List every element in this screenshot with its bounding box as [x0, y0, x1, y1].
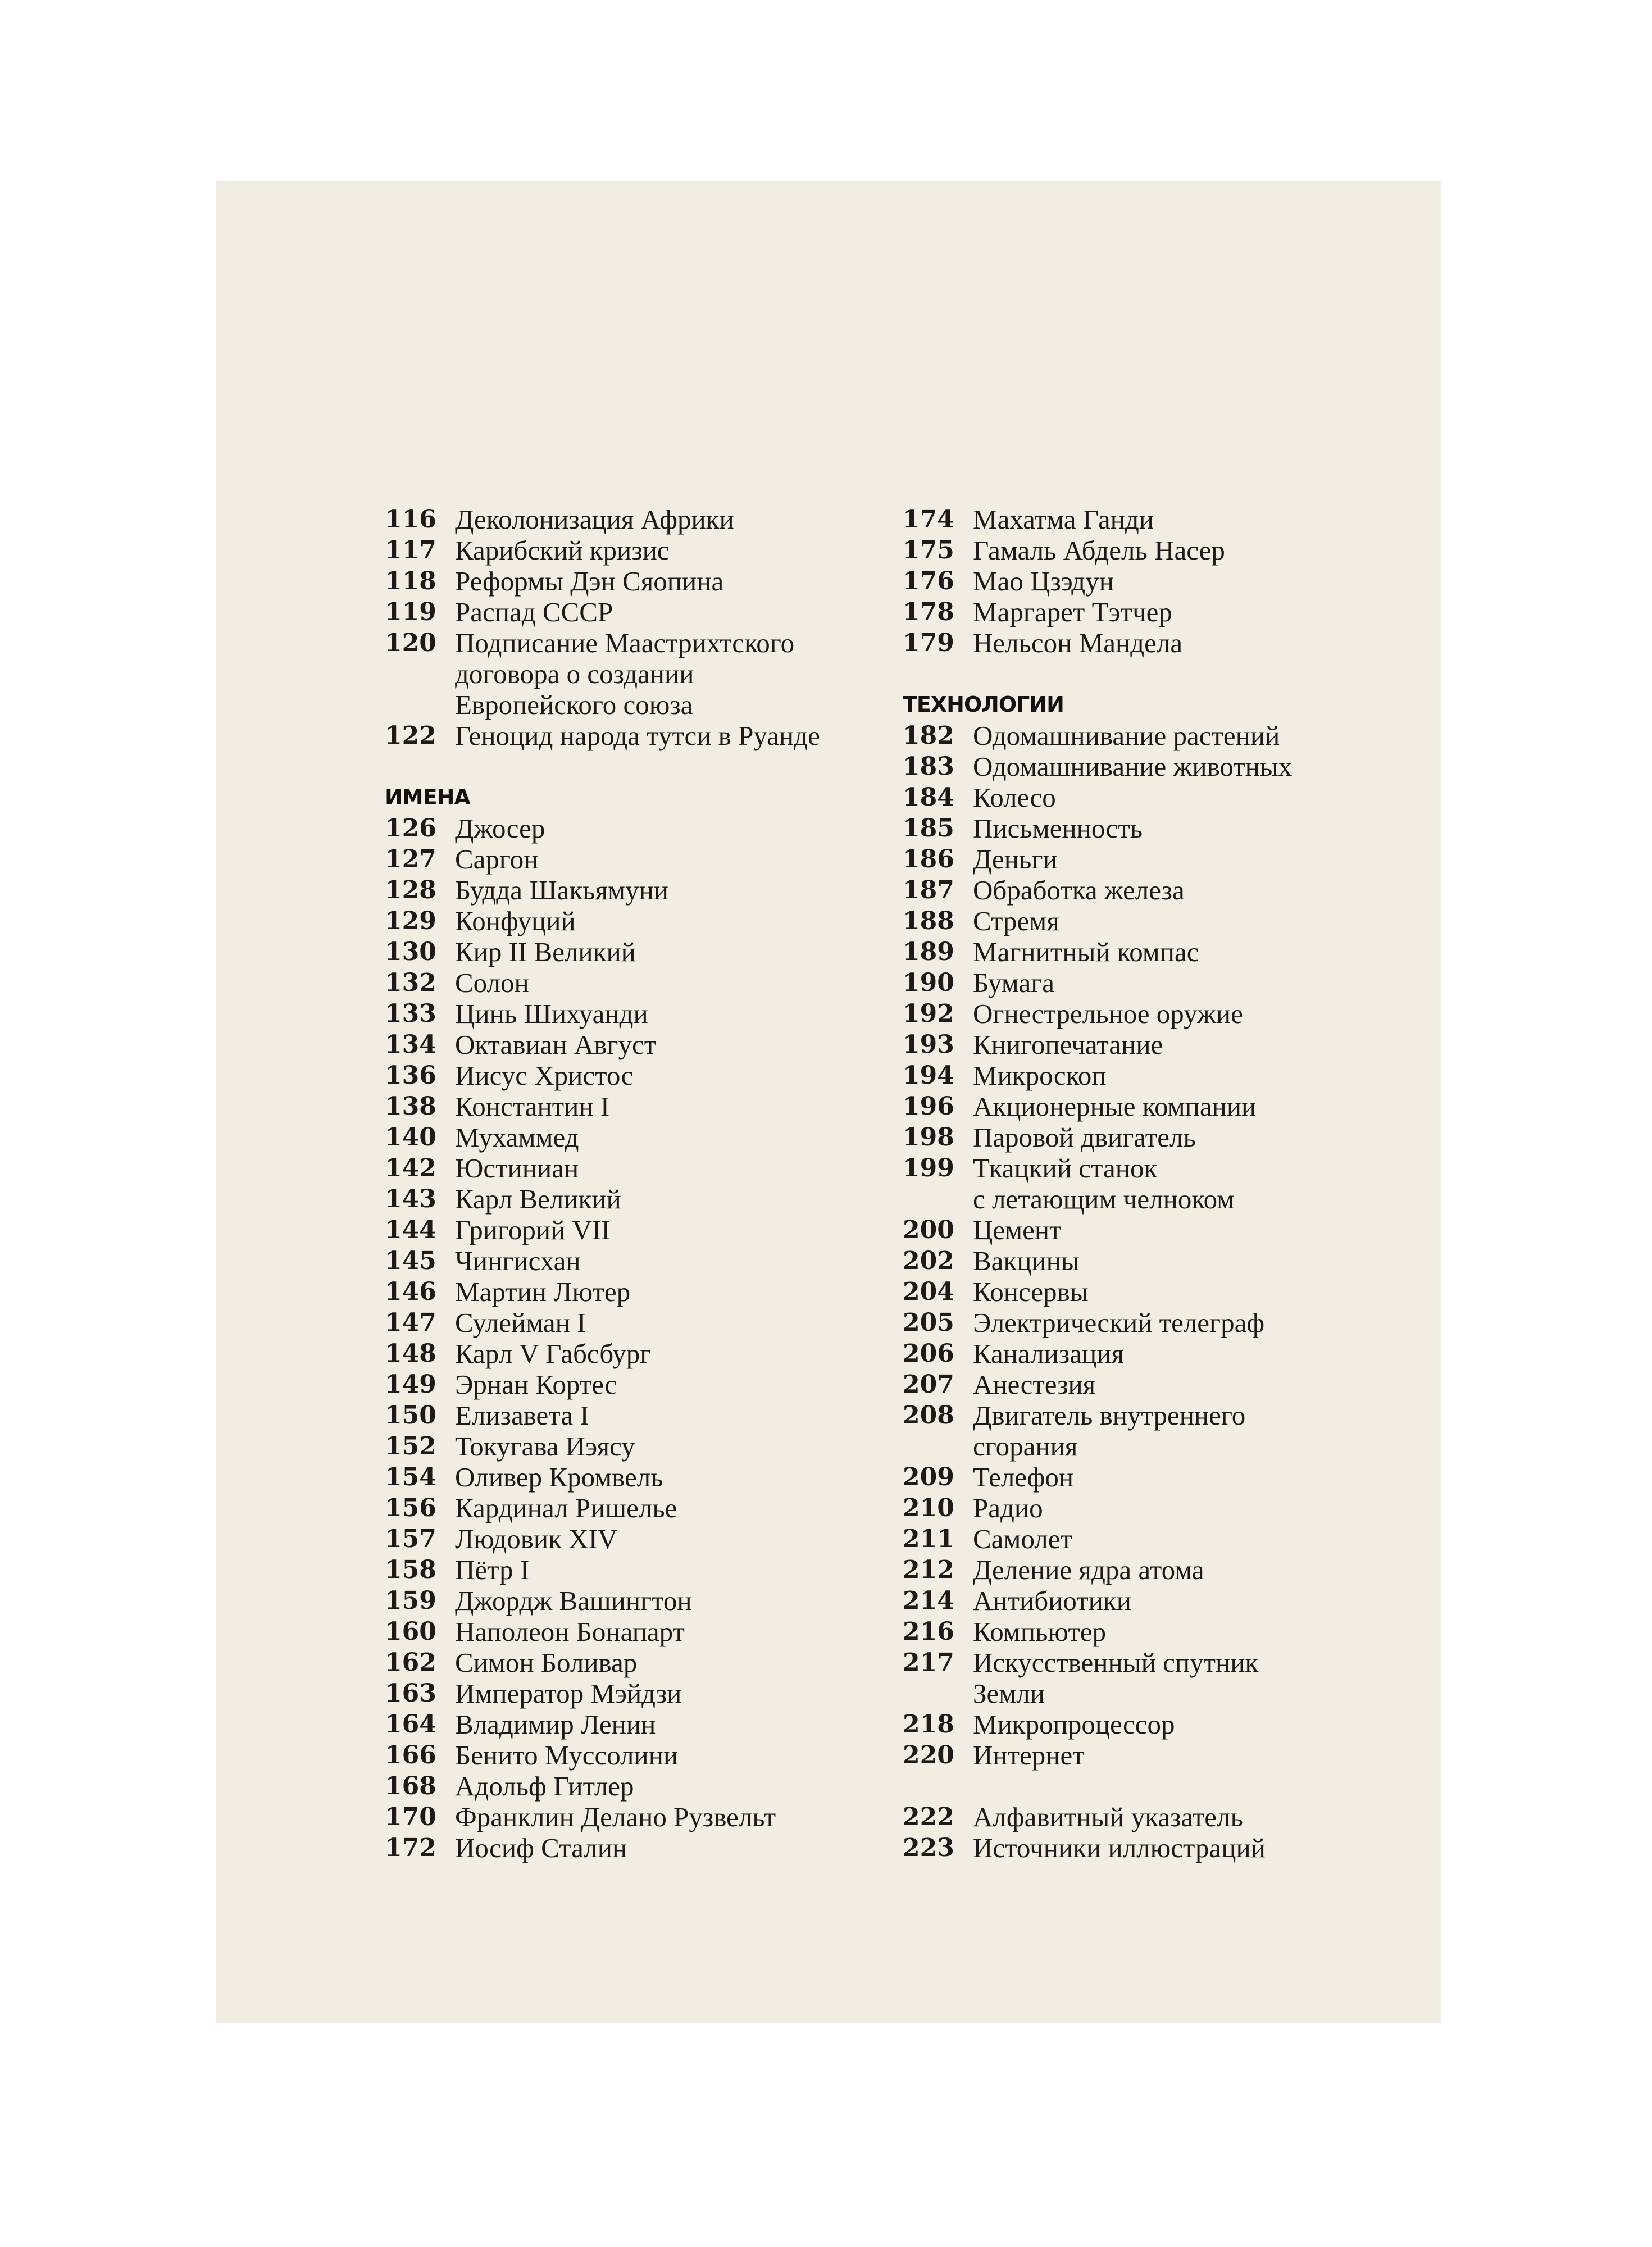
- toc-entry-title: Бумага: [973, 967, 1055, 998]
- toc-entry-title: Оливер Кромвель: [455, 1462, 663, 1493]
- toc-page-number: 144: [385, 1216, 436, 1244]
- toc-entry-title: Саргон: [455, 844, 539, 875]
- toc-entry: [903, 1029, 1408, 1060]
- toc-entry-title: Одомашнивание растений: [973, 720, 1280, 751]
- toc-page-number: 147: [385, 1308, 436, 1337]
- toc-page-number: 158: [385, 1555, 436, 1584]
- toc-entry: [903, 844, 1408, 875]
- toc-page-number: 156: [385, 1494, 436, 1522]
- toc-entry: [903, 1091, 1408, 1122]
- toc-entry: [385, 1338, 890, 1369]
- toc-entry: [903, 1647, 1408, 1709]
- toc-entry-title: Письменность: [973, 813, 1143, 844]
- toc-entry-title: Конфуций: [455, 906, 576, 936]
- toc-entry: [385, 1245, 890, 1276]
- toc-page-number: 204: [903, 1277, 954, 1306]
- toc-entry-title: Юстиниан: [455, 1153, 579, 1184]
- toc-entry: [903, 1215, 1408, 1245]
- toc-entry: [385, 1678, 890, 1709]
- toc-entry: [385, 1029, 890, 1060]
- toc-entry-title: Распад СССР: [455, 597, 613, 627]
- toc-entry-title: Константин I: [455, 1091, 610, 1122]
- toc-entry: [385, 813, 890, 844]
- toc-page-number: 198: [903, 1123, 954, 1152]
- toc-entry-title: Паровой двигатель: [973, 1122, 1196, 1153]
- toc-entry: [385, 1091, 890, 1122]
- toc-page-number: 172: [385, 1834, 436, 1862]
- toc-page-number: 127: [385, 845, 436, 874]
- toc-page-number: 202: [903, 1247, 954, 1275]
- toc-entry-title: Анестезия: [973, 1369, 1096, 1400]
- toc-entry-title: Канализация: [973, 1338, 1124, 1369]
- toc-entry-title: Самолет: [973, 1523, 1072, 1554]
- toc-page-number: 160: [385, 1617, 436, 1646]
- toc-entry-title: Будда Шакьямуни: [455, 875, 669, 906]
- toc-entry-title: Франклин Делано Рузвельт: [455, 1802, 776, 1832]
- toc-entry: [385, 1740, 890, 1771]
- toc-entry-title: Гамаль Абдель Насер: [973, 535, 1225, 566]
- toc-entry-title: Джордж Вашингтон: [455, 1585, 692, 1616]
- toc-entry-title: Книгопечатание: [973, 1029, 1163, 1060]
- toc-entry-title: Сулейман I: [455, 1307, 586, 1338]
- toc-page-number: 126: [385, 814, 436, 843]
- toc-entry: [903, 1307, 1408, 1338]
- toc-page-number: 162: [385, 1648, 436, 1677]
- toc-entry-title: Джосер: [455, 813, 545, 844]
- toc-page-number: 157: [385, 1525, 436, 1553]
- toc-entry: [903, 1832, 1408, 1863]
- toc-entry: [903, 1338, 1408, 1369]
- toc-page-number: 119: [385, 598, 436, 626]
- toc-page-number: 178: [903, 598, 954, 626]
- toc-page-number: 199: [903, 1154, 954, 1182]
- toc-page-number: 189: [903, 938, 954, 966]
- toc-entry: [903, 597, 1408, 627]
- toc-entry: [385, 1462, 890, 1493]
- toc-entry-title: Ткацкий станок с летающим челноком: [973, 1153, 1235, 1215]
- toc-entry: [385, 936, 890, 967]
- toc-entry: [903, 1369, 1408, 1400]
- toc-page-number: 184: [903, 783, 954, 812]
- toc-page-number: 205: [903, 1308, 954, 1337]
- toc-page-number: 182: [903, 721, 954, 750]
- toc-entry: [385, 1832, 890, 1863]
- toc-page-number: 200: [903, 1216, 954, 1244]
- toc-entry-title: Колесо: [973, 782, 1056, 813]
- toc-left-column: [385, 504, 890, 1863]
- toc-page-number: 174: [903, 505, 954, 534]
- toc-entry: [903, 1616, 1408, 1647]
- toc-entry: [385, 566, 890, 597]
- toc-entry-title: Цинь Шихуанди: [455, 998, 648, 1029]
- toc-entry-title: Эрнан Кортес: [455, 1369, 617, 1400]
- toc-entry-title: Иосиф Сталин: [455, 1832, 627, 1863]
- toc-entry-title: Компьютер: [973, 1616, 1107, 1647]
- toc-page-number: 143: [385, 1185, 436, 1213]
- toc-page-number: 116: [385, 505, 436, 534]
- toc-page-number: 176: [903, 567, 954, 595]
- toc-entry: [385, 1122, 890, 1153]
- toc-page-number: 136: [385, 1061, 436, 1090]
- toc-entry: [385, 1400, 890, 1431]
- toc-entry: [385, 1647, 890, 1678]
- toc-entry: [385, 627, 890, 720]
- toc-entry-title: Искусственный спутник Земли: [973, 1647, 1259, 1709]
- toc-entry: [903, 751, 1408, 782]
- toc-page-number: 192: [903, 999, 954, 1028]
- toc-entry-title: Кир II Великий: [455, 936, 636, 967]
- toc-entry-title: Маргарет Тэтчер: [973, 597, 1172, 627]
- toc-page-number: 188: [903, 907, 954, 935]
- toc-entry-title: Симон Боливар: [455, 1647, 638, 1678]
- toc-names-continued-list: [903, 504, 1408, 658]
- contents-panel: [216, 181, 1441, 2023]
- toc-entry: [903, 1122, 1408, 1153]
- toc-page-number: 196: [903, 1092, 954, 1121]
- toc-continued-list: [385, 504, 890, 751]
- toc-entry: [385, 1771, 890, 1802]
- toc-page-number: 166: [385, 1741, 436, 1770]
- toc-entry-title: Октавиан Август: [455, 1029, 657, 1060]
- toc-entry-title: Вакцины: [973, 1245, 1080, 1276]
- toc-page-number: 140: [385, 1123, 436, 1152]
- toc-entry: [903, 1554, 1408, 1585]
- toc-entry: [903, 1245, 1408, 1276]
- toc-page-number: 130: [385, 938, 436, 966]
- toc-entry-title: Реформы Дэн Сяопина: [455, 566, 724, 597]
- toc-page-number: 128: [385, 876, 436, 904]
- toc-page-number: 117: [385, 536, 436, 565]
- toc-entry: [385, 1060, 890, 1091]
- toc-entry: [903, 967, 1408, 998]
- toc-page-number: 193: [903, 1030, 954, 1059]
- toc-entry: [385, 1493, 890, 1523]
- toc-entry: [385, 1554, 890, 1585]
- toc-page-number: 149: [385, 1370, 436, 1399]
- toc-entry-title: Деколонизация Африки: [455, 504, 734, 535]
- toc-entry-title: Бенито Муссолини: [455, 1740, 679, 1771]
- toc-page-number: 223: [903, 1834, 954, 1862]
- toc-entry-title: Иисус Христос: [455, 1060, 634, 1091]
- toc-entry-title: Нельсон Мандела: [973, 627, 1183, 658]
- toc-entry: [903, 936, 1408, 967]
- toc-entry: [385, 1153, 890, 1184]
- section-heading-names: ИМЕНА: [385, 785, 470, 809]
- toc-entry: [385, 535, 890, 566]
- toc-entry-title: Кардинал Ришелье: [455, 1493, 677, 1523]
- toc-entry: [385, 1276, 890, 1307]
- toc-entry-title: Антибиотики: [973, 1585, 1131, 1616]
- toc-entry-title: Магнитный компас: [973, 936, 1199, 967]
- toc-entry: [903, 1060, 1408, 1091]
- toc-entry-title: Интернет: [973, 1740, 1085, 1771]
- toc-page-number: 129: [385, 907, 436, 935]
- toc-entry-title: Махатма Ганди: [973, 504, 1154, 535]
- toc-page-number: 179: [903, 629, 954, 657]
- toc-entry-title: Владимир Ленин: [455, 1709, 656, 1740]
- toc-entry-title: Радио: [973, 1493, 1043, 1523]
- toc-entry-title: Мао Цзэдун: [973, 566, 1114, 597]
- toc-entry-title: Токугава Иэясу: [455, 1431, 635, 1462]
- toc-entry: [903, 1276, 1408, 1307]
- toc-entry: [385, 998, 890, 1029]
- toc-entry: [903, 1153, 1408, 1215]
- toc-entry: [903, 1462, 1408, 1493]
- toc-entry: [385, 1802, 890, 1832]
- toc-entry: [385, 1585, 890, 1616]
- toc-entry-title: Обработка железа: [973, 875, 1185, 906]
- toc-page-number: 216: [903, 1617, 954, 1646]
- toc-entry: [903, 998, 1408, 1029]
- toc-entry: [385, 1431, 890, 1462]
- toc-entry: [385, 875, 890, 906]
- toc-entry: [903, 1709, 1408, 1740]
- section-heading-technologies: ТЕХНОЛОГИИ: [903, 692, 1064, 717]
- toc-entry: [903, 906, 1408, 936]
- toc-entry-title: Пётр I: [455, 1554, 530, 1585]
- toc-page-number: 159: [385, 1586, 436, 1615]
- toc-entry-title: Двигатель внутреннего сгорания: [973, 1400, 1246, 1462]
- toc-page-number: 210: [903, 1494, 954, 1522]
- toc-page-number: 175: [903, 536, 954, 565]
- toc-back-matter-list: [903, 1802, 1408, 1863]
- toc-names-list: [385, 813, 890, 1863]
- toc-entry: [903, 1400, 1408, 1462]
- toc-page-number: 214: [903, 1586, 954, 1615]
- toc-entry-title: Источники иллюстраций: [973, 1832, 1266, 1863]
- toc-page-number: 222: [903, 1803, 954, 1831]
- toc-entry: [385, 844, 890, 875]
- toc-entry-title: Император Мэйдзи: [455, 1678, 682, 1709]
- toc-entry-title: Карл V Габсбург: [455, 1338, 652, 1369]
- toc-entry-title: Карл Великий: [455, 1184, 621, 1215]
- toc-page-number: 134: [385, 1030, 436, 1059]
- toc-entry: [385, 1709, 890, 1740]
- toc-page-number: 120: [385, 629, 436, 657]
- toc-entry-title: Акционерные компании: [973, 1091, 1257, 1122]
- toc-entry-title: Деление ядра атома: [973, 1554, 1204, 1585]
- toc-page-number: 145: [385, 1247, 436, 1275]
- toc-entry: [903, 875, 1408, 906]
- toc-entry: [903, 1585, 1408, 1616]
- toc-technologies-list: [903, 720, 1408, 1771]
- toc-page-number: 133: [385, 999, 436, 1028]
- toc-entry: [903, 1523, 1408, 1554]
- toc-entry: [385, 1523, 890, 1554]
- toc-entry: [903, 813, 1408, 844]
- toc-entry-title: Консервы: [973, 1276, 1089, 1307]
- toc-page-number: 212: [903, 1555, 954, 1584]
- toc-page-number: 209: [903, 1463, 954, 1491]
- toc-entry: [903, 782, 1408, 813]
- toc-page-number: 190: [903, 968, 954, 997]
- toc-page-number: 150: [385, 1401, 436, 1430]
- toc-page-number: 138: [385, 1092, 436, 1121]
- toc-entry-title: Телефон: [973, 1462, 1074, 1493]
- toc-page-number: 122: [385, 721, 436, 750]
- toc-page-number: 118: [385, 567, 436, 595]
- toc-entry-title: Микроскоп: [973, 1060, 1107, 1091]
- toc-page-number: 185: [903, 814, 954, 843]
- toc-entry: [385, 597, 890, 627]
- toc-entry: [903, 720, 1408, 751]
- toc-page-number: 132: [385, 968, 436, 997]
- toc-entry: [903, 535, 1408, 566]
- toc-entry-title: Солон: [455, 967, 529, 998]
- toc-page-number: 194: [903, 1061, 954, 1090]
- toc-page-number: 163: [385, 1679, 436, 1708]
- toc-page-number: 218: [903, 1710, 954, 1739]
- toc-page-number: 220: [903, 1741, 954, 1770]
- toc-page-number: 208: [903, 1401, 954, 1430]
- toc-page-number: 154: [385, 1463, 436, 1491]
- toc-page-number: 146: [385, 1277, 436, 1306]
- toc-page-number: 164: [385, 1710, 436, 1739]
- toc-page-number: 207: [903, 1370, 954, 1399]
- section-gap: [903, 1771, 1408, 1802]
- section-gap: [903, 658, 1408, 689]
- toc-entry: [385, 1184, 890, 1215]
- toc-page-number: 211: [903, 1525, 954, 1553]
- toc-page-number: 152: [385, 1432, 436, 1461]
- toc-page-number: 187: [903, 876, 954, 904]
- toc-entry-title: Геноцид народа тутси в Руанде: [455, 720, 820, 751]
- toc-entry: [385, 1307, 890, 1338]
- toc-entry: [903, 504, 1408, 535]
- toc-entry-title: Огнестрельное оружие: [973, 998, 1243, 1029]
- toc-entry: [385, 504, 890, 535]
- toc-entry: [385, 1616, 890, 1647]
- toc-entry-title: Людовик XIV: [455, 1523, 618, 1554]
- toc-entry: [903, 1802, 1408, 1832]
- toc-entry-title: Чингисхан: [455, 1245, 581, 1276]
- toc-entry-title: Григорий VII: [455, 1215, 611, 1245]
- toc-entry-title: Наполеон Бонапарт: [455, 1616, 685, 1647]
- toc-entry-title: Алфавитный указатель: [973, 1802, 1243, 1832]
- toc-page-number: 142: [385, 1154, 436, 1182]
- toc-entry: [385, 967, 890, 998]
- toc-entry: [385, 906, 890, 936]
- toc-entry: [903, 566, 1408, 597]
- toc-entry-title: Цемент: [973, 1215, 1062, 1245]
- toc-entry: [385, 1369, 890, 1400]
- toc-page-number: 183: [903, 752, 954, 781]
- toc-entry-title: Адольф Гитлер: [455, 1771, 634, 1802]
- toc-entry-title: Елизавета I: [455, 1400, 589, 1431]
- toc-entry-title: Стремя: [973, 906, 1059, 936]
- toc-entry-title: Одомашнивание животных: [973, 751, 1293, 782]
- toc-entry: [385, 720, 890, 751]
- toc-entry: [903, 627, 1408, 658]
- toc-page-number: 168: [385, 1772, 436, 1800]
- toc-entry-title: Подписание Маастрихтского договора о создании Европейского союза: [455, 627, 795, 720]
- toc-page-number: 206: [903, 1339, 954, 1368]
- toc-entry-title: Мухаммед: [455, 1122, 579, 1153]
- toc-entry-title: Мартин Лютер: [455, 1276, 631, 1307]
- section-gap: [385, 751, 890, 782]
- toc-entry-title: Электрический телеграф: [973, 1307, 1265, 1338]
- toc-page-number: 148: [385, 1339, 436, 1368]
- toc-page-number: 217: [903, 1648, 954, 1677]
- toc-entry-title: Деньги: [973, 844, 1058, 875]
- toc-entry: [903, 1740, 1408, 1771]
- toc-entry-title: Микропроцессор: [973, 1709, 1175, 1740]
- toc-entry: [903, 1493, 1408, 1523]
- toc-entry: [385, 1215, 890, 1245]
- toc-entry-title: Карибский кризис: [455, 535, 670, 566]
- toc-page-number: 186: [903, 845, 954, 874]
- toc-page-number: 170: [385, 1803, 436, 1831]
- toc-right-column: [903, 504, 1408, 1863]
